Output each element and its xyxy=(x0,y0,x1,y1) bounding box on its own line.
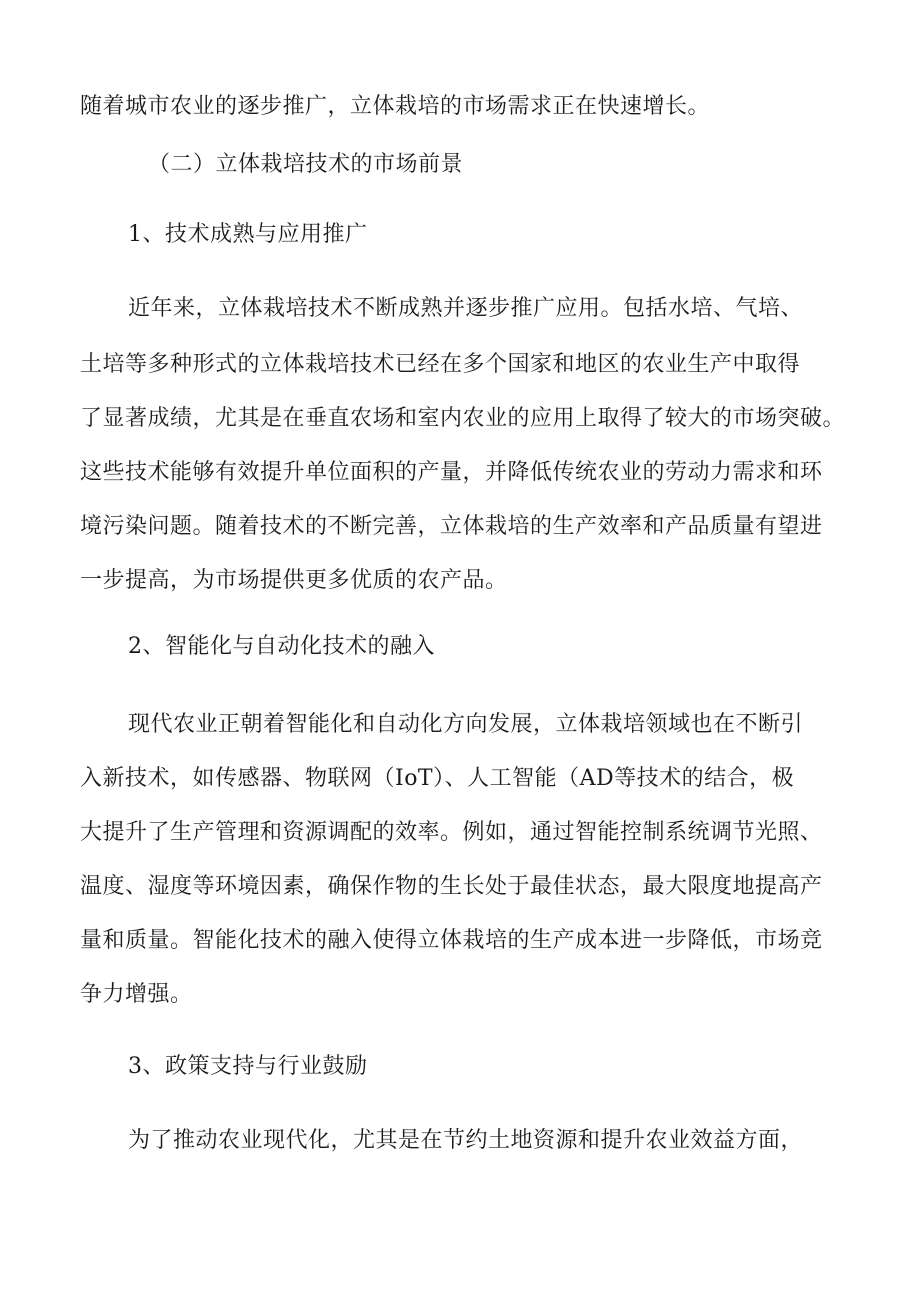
subsection-heading: 1、技术成熟与应用推广 xyxy=(128,222,368,247)
paragraph-line: 温度、湿度等环境因素，确保作物的生长处于最佳状态，最大限度地提高产 xyxy=(80,874,823,899)
paragraph-line: 这些技术能够有效提升单位面积的产量，并降低传统农业的劳动力需求和环 xyxy=(80,460,823,485)
paragraph-line: 近年来，立体栽培技术不断成熟并逐步推广应用。包括水培、气培、 xyxy=(128,296,804,321)
paragraph-line: 一步提高，为市场提供更多优质的农产品。 xyxy=(80,568,508,593)
paragraph-line: 争力增强。 xyxy=(80,982,193,1007)
section-heading: （二）立体栽培技术的市场前景 xyxy=(148,152,464,177)
paragraph-line: 大提升了生产管理和资源调配的效率。例如，通过智能控制系统调节光照、 xyxy=(80,820,823,845)
paragraph-line: 入新技术，如传感器、物联网（IoT）、人工智能（AD等技术的结合，极 xyxy=(80,766,795,791)
paragraph-line: 现代农业正朝着智能化和自动化方向发展，立体栽培领域也在不断引 xyxy=(128,712,804,737)
paragraph-line: 量和质量。智能化技术的融入使得立体栽培的生产成本进一步降低，市场竞 xyxy=(80,928,823,953)
paragraph-line: 土培等多种形式的立体栽培技术已经在多个国家和地区的农业生产中取得 xyxy=(80,352,801,377)
subsection-heading: 3、政策支持与行业鼓励 xyxy=(128,1054,368,1079)
subsection-heading: 2、智能化与自动化技术的融入 xyxy=(128,634,435,659)
paragraph-line: 随着城市农业的逐步推广，立体栽培的市场需求正在快速增长。 xyxy=(80,94,711,119)
paragraph-line: 为了推动农业现代化，尤其是在节约土地资源和提升农业效益方面， xyxy=(128,1128,804,1153)
paragraph-line: 境污染问题。随着技术的不断完善，立体栽培的生产效率和产品质量有望进 xyxy=(80,514,823,539)
paragraph-line: 了显著成绩，尤其是在垂直农场和室内农业的应用上取得了较大的市场突破。 xyxy=(80,406,846,431)
